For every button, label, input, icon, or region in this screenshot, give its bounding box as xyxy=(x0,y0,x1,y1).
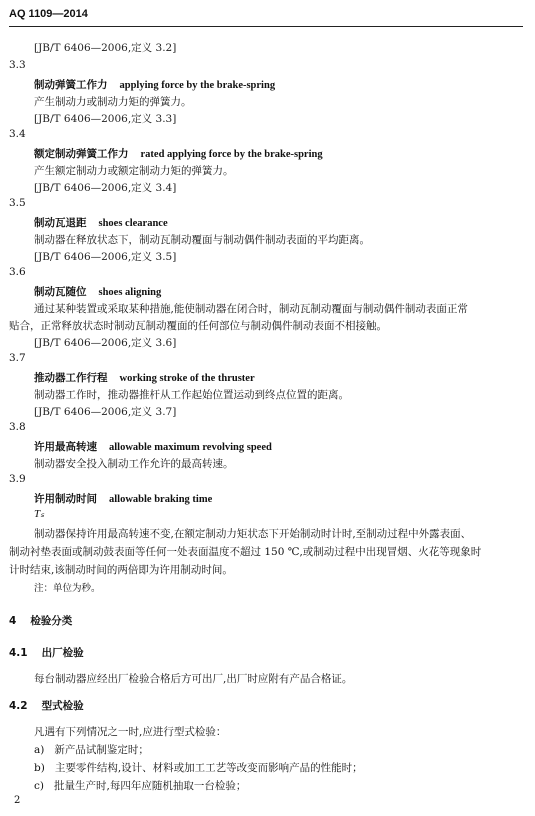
clause-3-9-note: 注：单位为秒。 xyxy=(34,583,101,594)
clause-3-5-reference: [JB/T 6406—2006,定义 3.5] xyxy=(34,251,177,263)
section-title: 检验分类 xyxy=(30,615,73,627)
term-en: working stroke of the thruster xyxy=(119,373,255,384)
term-cn: 额定制动弹簧工作力 xyxy=(34,148,129,160)
term-cn: 制动瓦随位 xyxy=(34,286,87,298)
clause-3-4-reference: [JB/T 6406—2006,定义 3.4] xyxy=(34,182,177,194)
clause-3-9-term xyxy=(34,491,212,506)
clause-3-8-term xyxy=(34,439,272,454)
term-en: shoes clearance xyxy=(98,218,168,229)
list-item-marker: c) xyxy=(34,780,44,792)
clause-3-5-number: 3.5 xyxy=(9,197,26,209)
clause-3-9-number: 3.9 xyxy=(9,473,26,485)
list-item-text: 批量生产时,每四年应随机抽取一台检验； xyxy=(53,780,247,792)
list-item-text: 主要零件结构,设计、材料或加工工艺等改变而影响产品的性能时； xyxy=(54,762,363,774)
clause-3-3-reference: [JB/T 6406—2006,定义 3.3] xyxy=(34,113,177,125)
term-en: rated applying force by the brake-spring xyxy=(140,149,323,160)
ref-3-2: [JB/T 6406—2006,定义 3.2] xyxy=(34,42,177,54)
clause-3-4-term xyxy=(34,146,323,161)
clause-3-8-number: 3.8 xyxy=(9,421,26,433)
clause-3-5-definition: 制动器在释放状态下，制动瓦制动覆面与制动偶件制动表面的平均距离。 xyxy=(34,234,370,246)
clause-3-4-number: 3.4 xyxy=(9,128,26,140)
standard-code: AQ 1109—2014 xyxy=(9,8,88,20)
clause-3-7-number: 3.7 xyxy=(9,352,26,364)
clause-3-8-definition: 制动器安全投入制动工作允许的最高转速。 xyxy=(34,458,234,470)
clause-3-6-reference: [JB/T 6406—2006,定义 3.6] xyxy=(34,337,177,349)
section-number: 4.1 xyxy=(9,647,28,659)
term-cn: 制动弹簧工作力 xyxy=(34,79,108,91)
clause-3-6-number: 3.6 xyxy=(9,266,26,278)
term-en: allowable maximum revolving speed xyxy=(109,442,272,453)
list-item xyxy=(34,742,149,757)
term-cn: 许用最高转速 xyxy=(34,441,97,453)
clause-3-3-definition: 产生制动力或制动力矩的弹簧力。 xyxy=(34,96,192,108)
clause-3-7-reference: [JB/T 6406—2006,定义 3.7] xyxy=(34,406,177,418)
section-title: 出厂检验 xyxy=(41,647,84,659)
section-number: 4 xyxy=(9,615,17,627)
clause-3-9-symbol: Tₛ xyxy=(34,508,45,520)
term-en: shoes aligning xyxy=(98,287,162,298)
section-number: 4.2 xyxy=(9,700,28,712)
header-rule xyxy=(9,26,523,27)
list-item-marker: b) xyxy=(34,762,45,774)
section-4-2-intro: 凡遇有下列情况之一时,应进行型式检验： xyxy=(34,726,227,738)
clause-3-5-term xyxy=(34,215,168,230)
clause-3-6-definition-line2: 贴合，正常释放状态时制动瓦制动覆面的任何部位与制动偶件制动表面不相接触。 xyxy=(9,320,387,332)
section-4-2-heading xyxy=(9,698,84,713)
list-item xyxy=(34,778,246,793)
section-title: 型式检验 xyxy=(41,700,84,712)
clause-3-6-term xyxy=(34,284,161,299)
page-number: 2 xyxy=(14,795,21,806)
term-cn: 许用制动时间 xyxy=(34,493,97,505)
term-cn: 推动器工作行程 xyxy=(34,372,108,384)
section-4-heading xyxy=(9,613,72,628)
clause-3-6-definition-line1: 通过某种装置或采取某种措施,能使制动器在闭合时，制动瓦制动覆面与制动偶件制动表面正常 xyxy=(34,303,468,315)
clause-3-7-definition: 制动器工作时，推动器推杆从工作起始位置运动到终点位置的距离。 xyxy=(34,389,349,401)
list-item xyxy=(34,760,363,775)
clause-3-9-definition-line2: 制动衬垫表面或制动鼓表面等任何一处表面温度不超过 150 ℃,或制动过程中出现冒烟、火花等现象时 xyxy=(9,546,482,558)
clause-3-9-definition-line3: 计时结束,该制动时间的两倍即为许用制动时间。 xyxy=(9,564,233,576)
term-cn: 制动瓦退距 xyxy=(34,217,87,229)
clause-3-7-term xyxy=(34,370,255,385)
clause-3-9-definition-line1: 制动器保持许用最高转速不变,在额定制动力矩状态下开始制动时计时,至制动过程中外露表面、 xyxy=(34,528,472,540)
section-4-1-heading xyxy=(9,645,84,660)
list-item-marker: a) xyxy=(34,744,45,756)
term-en: allowable braking time xyxy=(109,494,213,505)
section-4-1-body: 每台制动器应经出厂检验合格后方可出厂,出厂时应附有产品合格证。 xyxy=(34,673,353,685)
clause-3-3-term xyxy=(34,77,275,92)
term-en: applying force by the brake-spring xyxy=(119,80,276,91)
clause-3-4-definition: 产生额定制动力或额定制动力矩的弹簧力。 xyxy=(34,165,234,177)
list-item-text: 新产品试制鉴定时； xyxy=(54,744,149,756)
clause-3-3-number: 3.3 xyxy=(9,59,26,71)
